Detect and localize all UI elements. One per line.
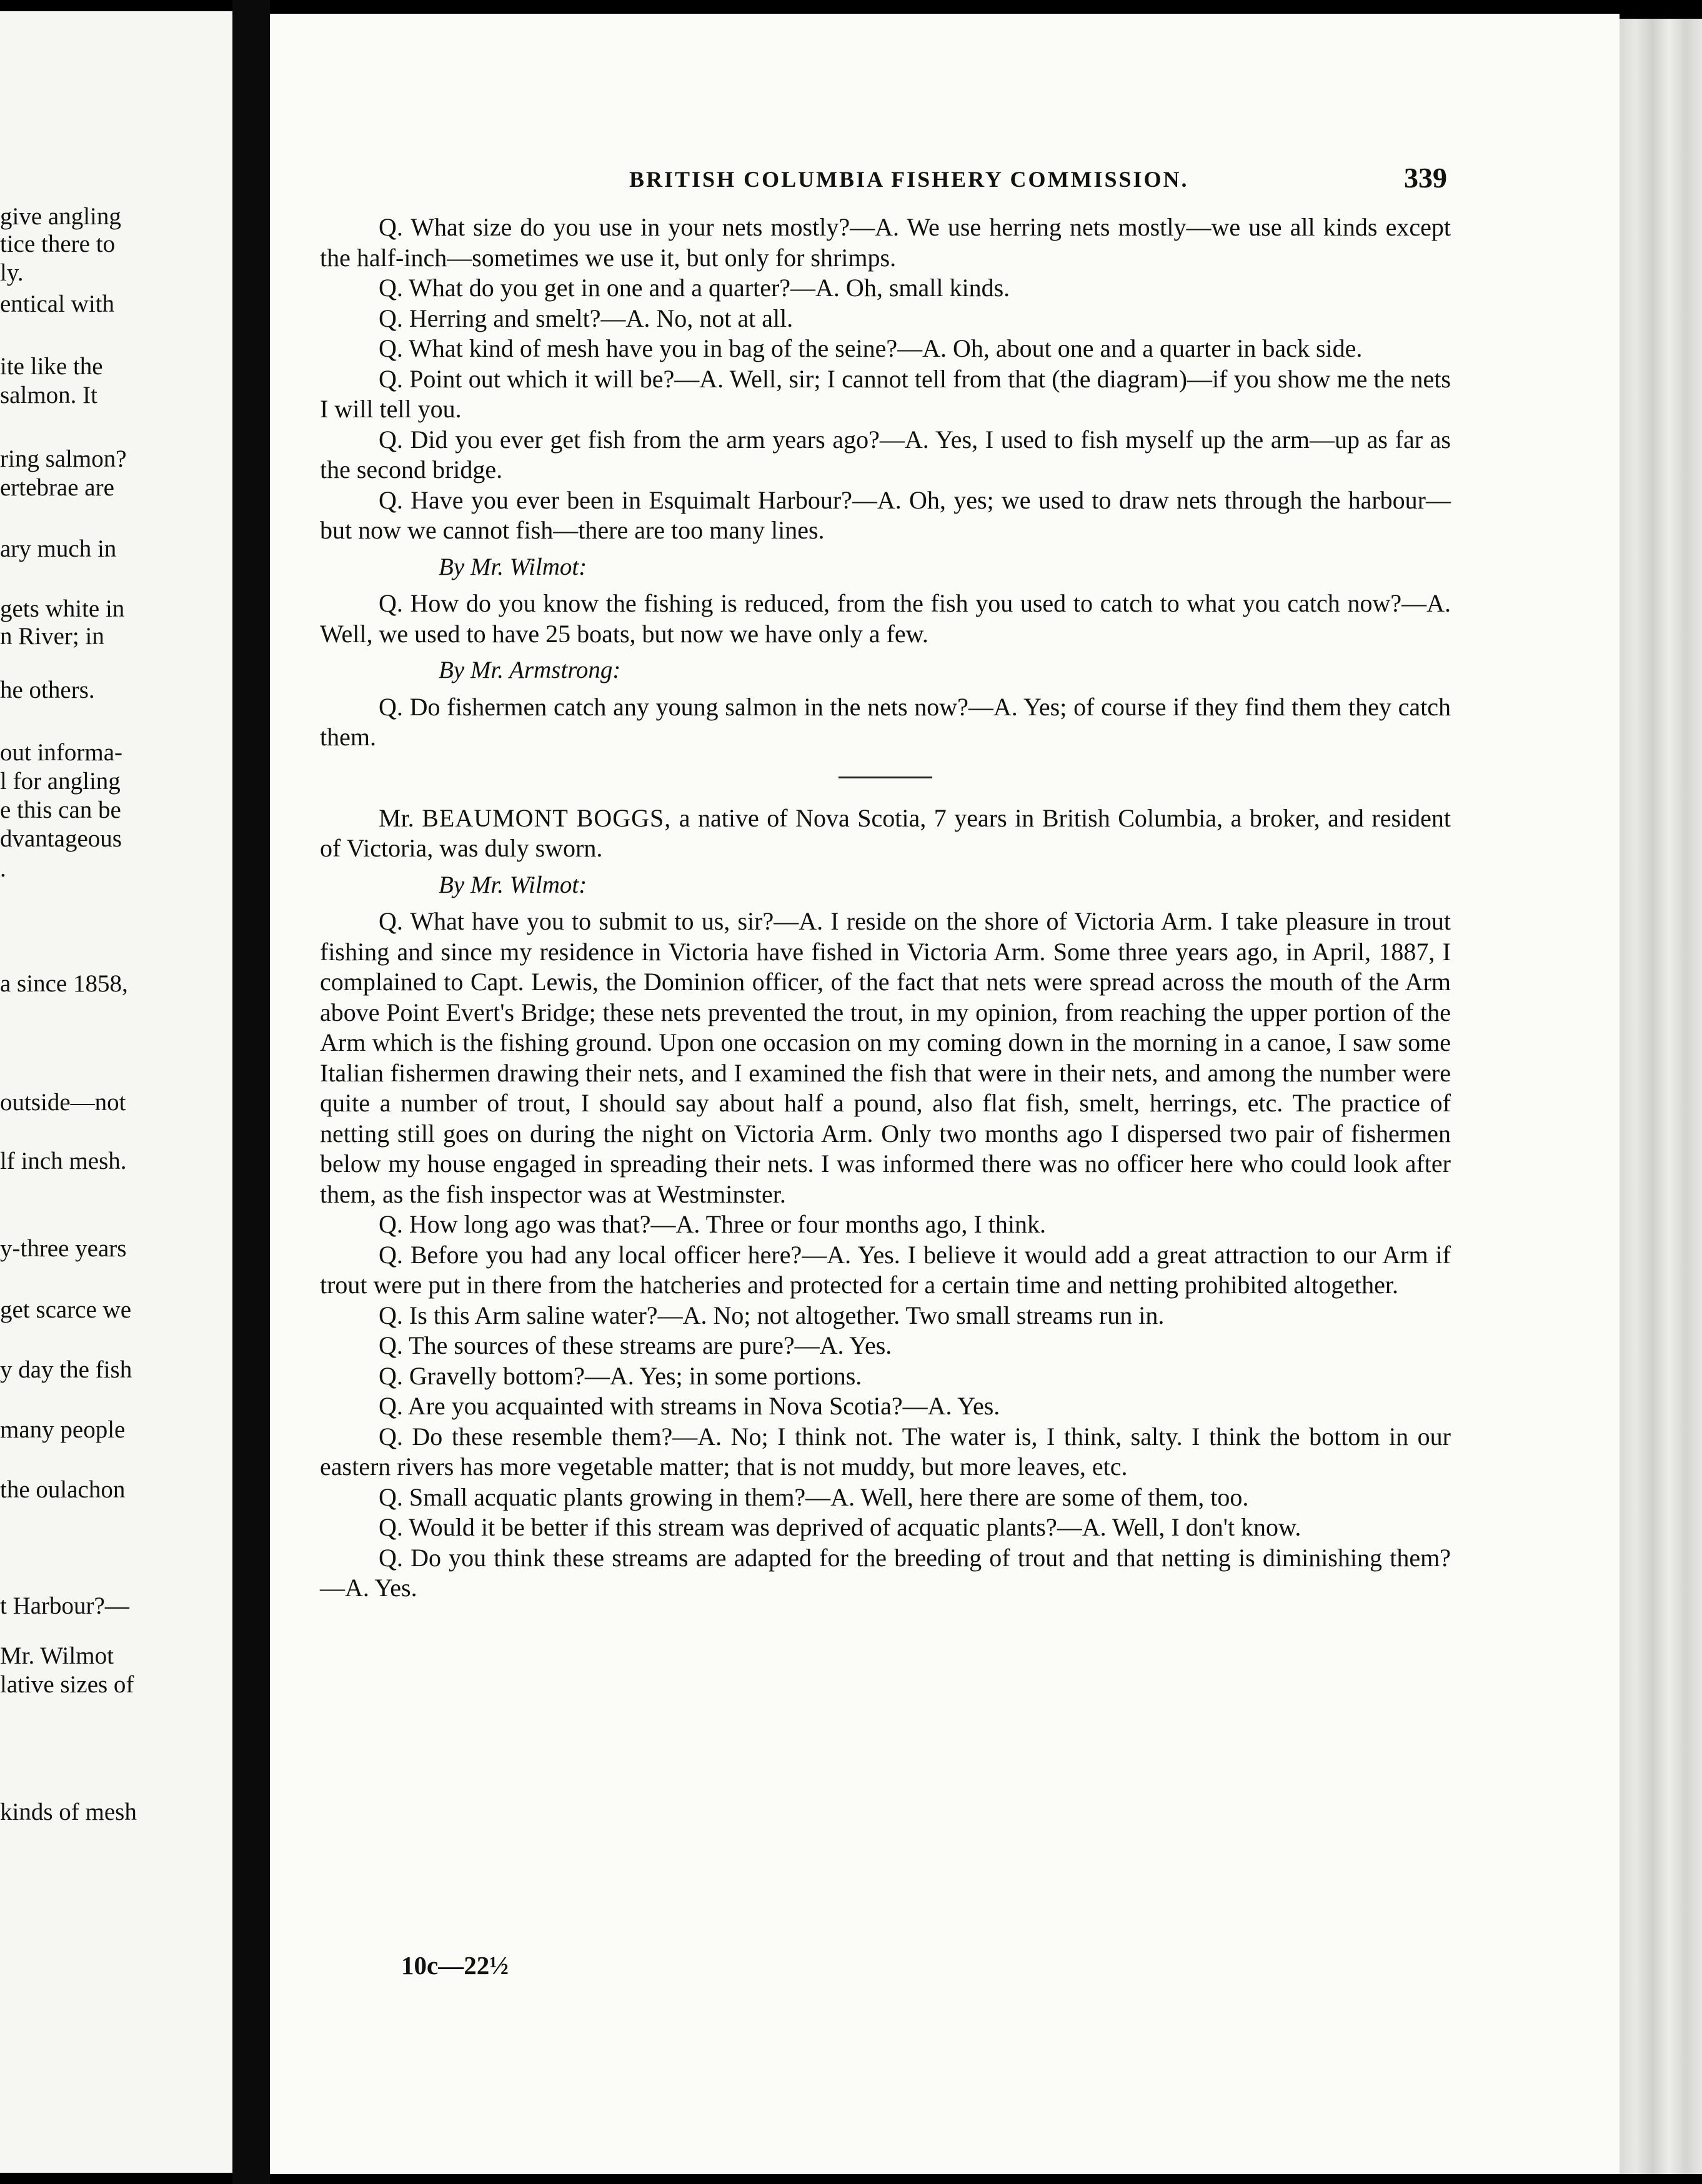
qa-paragraph: Q. Would it be better if this stream was deprived of acquatic plants?—A. Well, I don't know. <box>379 1513 1301 1541</box>
facing-page-line: tice there to <box>0 231 116 257</box>
testimony-section <box>320 588 1451 649</box>
facing-page-line: out informa- <box>0 739 123 766</box>
witness-description: a native of Nova Scotia, 7 years in British Columbia, a broker, and resident of Victoria, was duly sworn. <box>320 803 1451 862</box>
page-header <box>270 161 1445 199</box>
qa-paragraph: Q. Gravelly bottom?—A. Yes; in some portions. <box>379 1361 862 1390</box>
facing-page-line: y day the fish <box>0 1356 132 1383</box>
qa-paragraph: Q. What size do you use in your nets mostly?—A. We use herring nets mostly—we use all kinds except the half-inch—sometimes we use it, but only for shrimps. <box>320 213 1451 272</box>
running-head: BRITISH COLUMBIA FISHERY COMMISSION. <box>629 167 1189 192</box>
facing-page-line: kinds of mesh <box>0 1799 137 1825</box>
section-divider <box>839 777 932 778</box>
qa-paragraph: Q. What do you get in one and a quarter?—A. Oh, small kinds. <box>379 274 1010 302</box>
testimony-section <box>320 692 1451 753</box>
qa-paragraph: Q. Do these resemble them?—A. No; I think not. The water is, I think, salty. I think the bottom in our eastern rivers has more vegetable matter; that is not muddy, but more leaves, etc. <box>320 1422 1451 1481</box>
page-number: 339 <box>1404 162 1447 194</box>
qa-paragraph: Q. What have you to submit to us, sir?—A. I reside on the shore of Victoria Arm. I take pleasure in trout fishing and since my residence in Victoria have fished in Victoria Arm. Some three years ago, in April, 1887, I complained to Capt. Lewis, the Dominion officer, of the fact that nets were spread across the mouth of the Arm above Point Evert's Bridge; these nets prevented the trout, in my opinion, from reaching the upper portion of the Arm which is the fishing ground. Upon one occasion on my coming down in the morning in a canoe, I saw some Italian fishermen drawing their nets, and I examined the fish that were in their nets, and among the number were quite a number of trout, I should say about half a pound, also flat fish, smelt, herrings, etc. The practice of netting still goes on during the night on Victoria Arm. Only two months ago I dispersed two pair of fishermen below my house engaged in spreading their nets. I was informed there was no officer here who could look after them, as the fish inspector was at Westminster. <box>320 907 1451 1208</box>
qa-paragraph: Q. Did you ever get fish from the arm years ago?—A. Yes, I used to fish myself up the arm—up as far as the second bridge. <box>320 425 1451 484</box>
facing-page-line: ary much in <box>0 535 117 562</box>
facing-page-line: ly. <box>0 259 24 286</box>
qa-paragraph: Q. The sources of these streams are pure?—A. Yes. <box>379 1331 892 1359</box>
qa-paragraph: Q. Before you had any local officer here?—A. Yes. I believe it would add a great attraction to our Arm if trout were put in there from the hatcheries and protected for a certain time and netting prohibited altogether. <box>320 1240 1451 1299</box>
qa-paragraph: Q. Do fishermen catch any young salmon in the nets now?—A. Yes; of course if they find them they catch them. <box>320 692 1451 751</box>
facing-page-line: . <box>0 855 6 882</box>
facing-page <box>0 11 232 2173</box>
facing-page-line: Mr. Wilmot <box>0 1642 114 1669</box>
facing-page-line: ring salmon? <box>0 445 127 472</box>
examiner-heading: By Mr. Wilmot: <box>439 553 587 580</box>
facing-page-line: lative sizes of <box>0 1671 134 1698</box>
facing-page-line: outside—not <box>0 1089 126 1116</box>
examiner-heading: By Mr. Armstrong: <box>439 657 621 683</box>
facing-page-line: salmon. It <box>0 382 97 409</box>
facing-page-line: e this can be <box>0 797 121 823</box>
book-gutter <box>232 0 270 2184</box>
facing-page-line: many people <box>0 1416 126 1443</box>
facing-page-line: get scarce we <box>0 1296 132 1323</box>
qa-paragraph: Q. Have you ever been in Esquimalt Harbour?—A. Oh, yes; we used to draw nets through the harbour—but now we cannot fish—there are too many lines. <box>320 485 1451 544</box>
qa-paragraph: Q. Small acquatic plants growing in them?—A. Well, here there are some of them, too. <box>379 1482 1249 1511</box>
body-text <box>320 212 1451 1604</box>
facing-page-line: give angling <box>0 203 121 230</box>
facing-page-line: a since 1858, <box>0 970 128 997</box>
facing-page-line: entical with <box>0 290 115 317</box>
qa-paragraph: Q. What kind of mesh have you in bag of the seine?—A. Oh, about one and a quarter in back side. <box>379 334 1363 362</box>
facing-page-line: he others. <box>0 677 95 703</box>
facing-page-line: ertebrae are <box>0 474 114 501</box>
examiner-heading: By Mr. Wilmot: <box>439 871 587 898</box>
facing-page-line: ite like the <box>0 353 103 380</box>
facing-page-line: y-three years <box>0 1235 127 1262</box>
facing-page-line: dvantageous <box>0 825 122 852</box>
witness-intro <box>320 803 1451 864</box>
facing-page-line: gets white in <box>0 595 125 622</box>
witness-title: Mr. <box>379 803 414 832</box>
qa-paragraph: Q. Are you acquainted with streams in Nova Scotia?—A. Yes. <box>379 1392 1000 1420</box>
facing-page-line: n River; in <box>0 623 104 650</box>
qa-paragraph: Q. Do you think these streams are adapted for the breeding of trout and that netting is diminishing them?—A. Yes. <box>320 1543 1451 1602</box>
facing-page-line: t Harbour?— <box>0 1592 129 1619</box>
main-page <box>270 14 1620 2174</box>
qa-paragraph: Q. How long ago was that?—A. Three or four months ago, I think. <box>379 1210 1046 1238</box>
qa-paragraph: Q. Herring and smelt?—A. No, not at all. <box>379 304 794 332</box>
facing-page-line: l for angling <box>0 768 121 795</box>
signature-mark: 10c—22½ <box>401 1951 509 1980</box>
testimony-section <box>320 906 1451 1604</box>
qa-paragraph: Q. How do you know the fishing is reduced, from the fish you used to catch to what you catch now?—A. Well, we used to have 25 boats, but now we have only a few. <box>320 589 1451 648</box>
qa-paragraph: Q. Point out which it will be?—A. Well, sir; I cannot tell from that (the diagram)—if you show me the nets I will tell you. <box>320 364 1451 423</box>
witness-name: BEAUMONT BOGGS, <box>422 803 672 832</box>
page-edges <box>1620 19 1702 2174</box>
testimony-section <box>320 212 1451 546</box>
qa-paragraph: Q. Is this Arm saline water?—A. No; not altogether. Two small streams run in. <box>379 1301 1165 1329</box>
facing-page-line: the oulachon <box>0 1476 126 1503</box>
facing-page-line: lf inch mesh. <box>0 1148 127 1174</box>
